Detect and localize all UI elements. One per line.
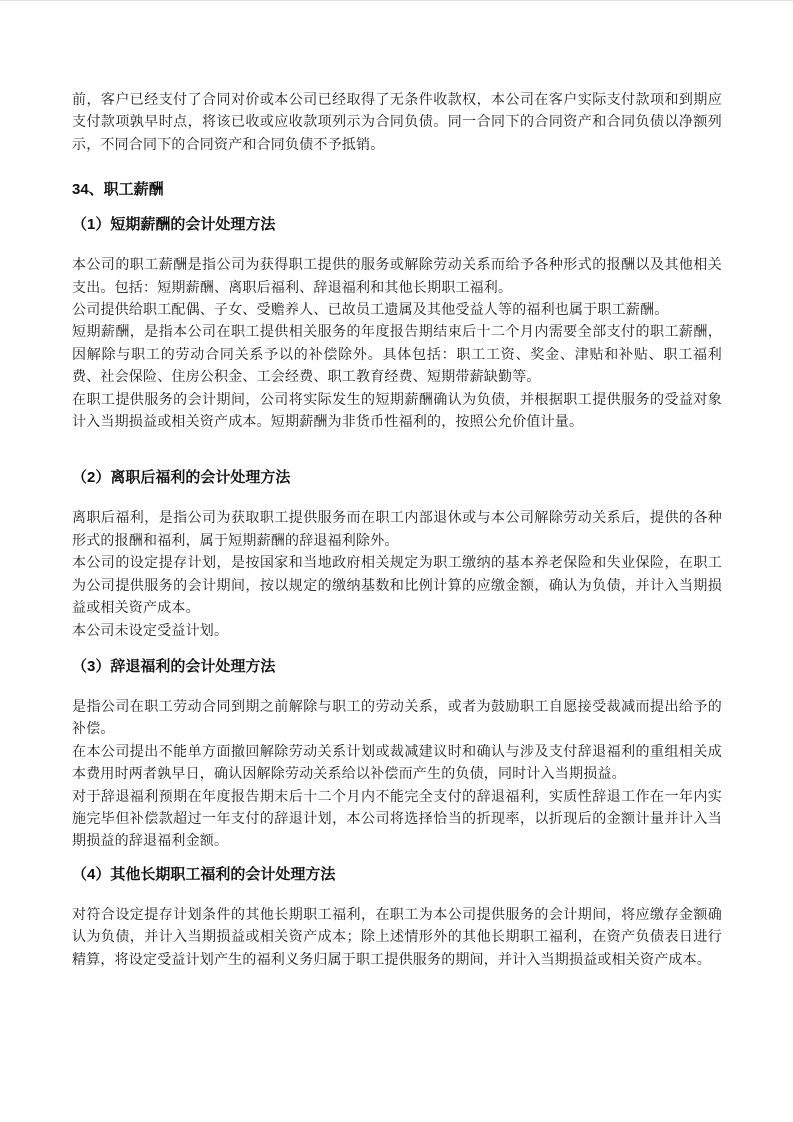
subsection-1-paragraph-1: 本公司的职工薪酬是指公司为获得职工提供的服务或解除劳动关系而给予各种形式的报酬以及其他相关支出。包括：短期薪酬、离职后福利、辞退福利和其他长期职工福利。 — [72, 258, 722, 296]
subsection-3-heading: （3）辞退福利的会计处理方法 — [72, 657, 276, 675]
subsection-2-heading: （2）离职后福利的会计处理方法 — [72, 469, 291, 487]
subsection-termination-benefits — [72, 656, 722, 854]
subsection-2-paragraph-2: 本公司的设定提存计划，是按国家和当地政府相关规定为职工缴纳的基本养老保险和失业保险，在职工为公司提供服务的会计期间，按以规定的缴纳基数和比例计算的应缴金额，确认为负债，并计入当期损益或相关资产成本。 — [72, 556, 722, 617]
subsection-4-paragraph-1: 对符合设定提存计划条件的其他长期职工福利，在职工为本公司提供服务的会计期间，将应缴存金额确认为负债，并计入当期损益或相关资产成本；除上述情形外的其他长期职工福利，在资产负债表日进行精算，将设定受益计划产生的福利义务归属于职工提供服务的期间，并计入当期损益或相关资产成本。 — [72, 907, 722, 968]
chapter-heading-employee-compensation: 34、职工薪酬 — [72, 181, 164, 199]
subsection-3-paragraph-2: 在本公司提出不能单方面撤回解除劳动关系计划或裁减建议时和确认与涉及支付辞退福利的重组相关成本费用时两者孰早日，确认因解除劳动关系给以补偿而产生的负债，同时计入当期损益。 — [72, 744, 722, 783]
subsection-3-paragraph-1: 是指公司在职工劳动合同到期之前解除与职工的劳动关系，或者为鼓励职工自愿接受裁减而提出给予的补偿。 — [72, 699, 722, 738]
subsection-1-paragraph-4: 在职工提供服务的会计期间，公司将实际发生的短期薪酬确认为负债，并根据职工提供服务的受益对象计入当期损益或相关资产成本。短期薪酬为非货币性福利的，按照公允价值计量。 — [72, 392, 722, 431]
subsection-other-long-term-benefits — [72, 864, 722, 972]
subsection-4-heading: （4）其他长期职工福利的会计处理方法 — [72, 865, 336, 883]
subsection-post-employment-benefits — [72, 467, 722, 642]
subsection-1-paragraph-2: 公司提供给职工配偶、子女、受赡养人、已故员工遗属及其他受益人等的福利也属于职工薪酬。 — [72, 303, 669, 319]
subsection-3-paragraph-3: 对于辞退福利预期在年度报告期末后十二个月内不能完全支付的辞退福利，实质性辞退工作在一年内实施完毕但补偿款超过一年支付的辞退计划，本公司将选择恰当的折现率，以折现后的金额计量并计入当期损益的辞退福利金额。 — [72, 789, 722, 850]
subsection-2-paragraph-3: 本公司未设定受益计划。 — [72, 623, 229, 639]
contract-liability-continuation-paragraph: 前，客户已经支付了合同对价或本公司已经取得了无条件收款权，本公司在客户实际支付款项和到期应支付款项孰早时点，将该已收或应收款项列示为合同负债。同一合同下的合同资产和合同负债以净额列示，不同合同下的合同资产和合同负债不予抵销。 — [72, 93, 722, 153]
subsection-2-paragraph-1: 离职后福利，是指公司为获取职工提供服务而在职工内部退休或与本公司解除劳动关系后，提供的各种形式的报酬和福利，属于短期薪酬的辞退福利除外。 — [72, 511, 722, 549]
subsection-short-term-compensation — [72, 214, 722, 434]
subsection-1-paragraph-3: 短期薪酬，是指本公司在职工提供相关服务的年度报告期结束后十二个月内需要全部支付的职工薪酬，因解除与职工的劳动合同关系予以的补偿除外。具体包括：职工工资、奖金、津贴和补贴、职工福利费、社会保险、住房公积金、工会经费、职工教育经费、短期带薪缺勤等。 — [72, 325, 722, 386]
subsection-1-heading: （1）短期薪酬的会计处理方法 — [72, 216, 276, 234]
